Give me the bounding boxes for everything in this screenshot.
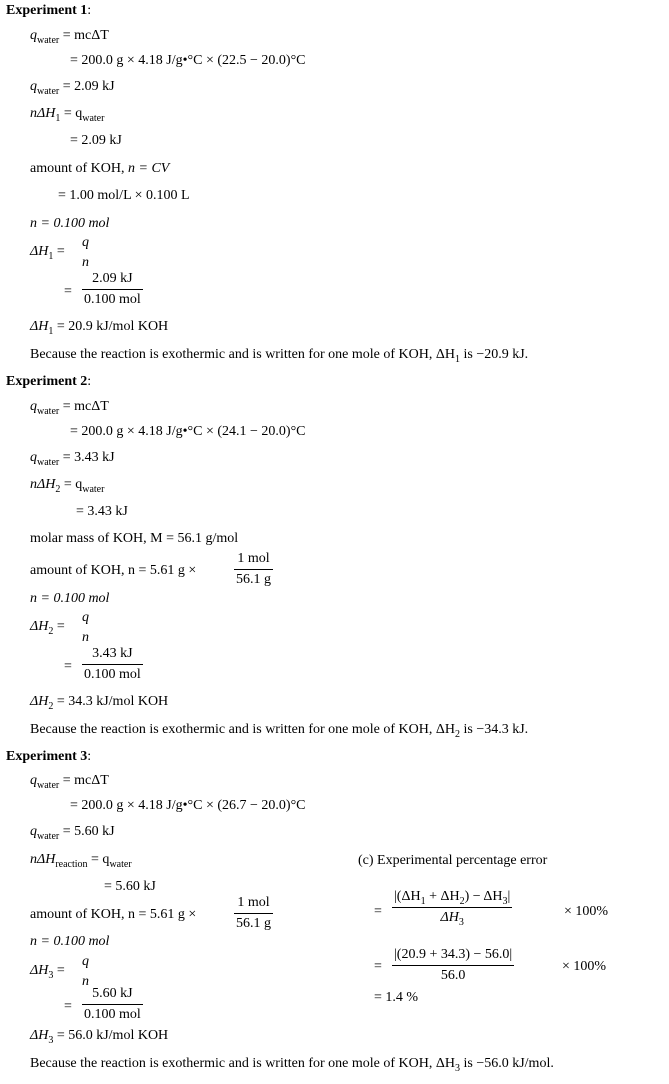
exp2-calc-line: = 200.0 g × 4.18 J/g•°C × (24.1 − 20.0)°C — [70, 424, 306, 439]
exp2-q-water-line1: $q_{water} = mc\Delta T$ — [30, 399, 109, 417]
exp2-molar-mass: molar mass of KOH, M = 56.1 g/mol — [30, 531, 239, 546]
exp3-amount-fraction: 1 mol 56.1 g — [236, 895, 271, 931]
exp1-dh-result: $\Delta H_1 = 20.9$ kJ/mol KOH — [30, 319, 169, 337]
exp3-fraction-value: 5.60 kJ 0.100 mol — [84, 986, 141, 1022]
exp3-q-water-line2: $q_{water} = 5.60$ kJ — [30, 824, 115, 842]
exp3-dh-result: $\Delta H_3 = 56.0$ kJ/mol KOH — [30, 1028, 169, 1046]
experiment1-heading: Experiment 1: — [6, 3, 92, 18]
exp2-amount-line: amount of KOH, n = 5.61 g × — [30, 563, 197, 578]
exp3-eq-sign: = — [64, 999, 72, 1014]
part-c-error-formula: $\frac{|(\Delta H_1 + \Delta H_2) - \Delta H_3|}{\Delta H_3}$ — [394, 889, 511, 928]
exp2-eq-sign: = — [64, 659, 72, 674]
exp1-n-line: n = 0.100 mol — [30, 216, 110, 231]
exp2-dh-label: $\Delta H_2$ = — [30, 619, 65, 637]
exp1-calc-line: = 200.0 g × 4.18 J/g•°C × (22.5 − 20.0)°C — [70, 53, 306, 68]
exp3-amount-line: amount of KOH, n = 5.61 g × — [30, 907, 197, 922]
exp1-amount-line: amount of KOH, n = CV — [30, 161, 170, 176]
exp3-calc-line: = 200.0 g × 4.18 J/g•°C × (26.7 − 20.0)°C — [70, 798, 306, 813]
exp2-ndh-line: $n\Delta H_2 = q_{water}$ — [30, 477, 105, 495]
exp3-n-line: n = 0.100 mol — [30, 934, 110, 949]
exp2-n-line: n = 0.100 mol — [30, 591, 110, 606]
experiment2-heading: Experiment 2: — [6, 374, 92, 389]
exp1-eq-sign: = — [64, 284, 72, 299]
experiment3-heading: Experiment 3: — [6, 749, 92, 764]
exp2-dh-result: $\Delta H_2 = 34.3$ kJ/mol KOH — [30, 694, 169, 712]
exp3-ndh-line: $n\Delta H_{reaction} = q_{water}$ — [30, 852, 132, 870]
part-c-eq-sign-2: = — [374, 959, 382, 974]
exp3-q-water-line1: $q_{water} = mc\Delta T$ — [30, 773, 109, 791]
exp1-conclusion: Because the reaction is exothermic and is written for one mole of KOH, $\Delta H_1$ is −20.9 kJ. — [30, 347, 529, 365]
exp1-q-water-line2: $q_{water} = 2.09$ kJ — [30, 79, 115, 97]
exp1-ndh-line: $n\Delta H_1 = q_{water}$ — [30, 106, 105, 124]
exp2-conclusion: Because the reaction is exothermic and is written for one mole of KOH, $\Delta H_2$ is −34.3 kJ. — [30, 722, 529, 740]
exp2-ndh-value: = 3.43 kJ — [76, 504, 128, 519]
exp1-ndh-value: = 2.09 kJ — [70, 133, 122, 148]
exp3-conclusion: Because the reaction is exothermic and is written for one mole of KOH, $\Delta H_3$ is −56.0 kJ/mol. — [30, 1056, 554, 1074]
part-c-result: = 1.4 % — [374, 990, 419, 1005]
exp3-ndh-value: = 5.60 kJ — [104, 879, 156, 894]
part-c-times-100-b: × 100% — [562, 959, 607, 974]
exp2-fraction-q-over-n: q n — [82, 610, 89, 645]
part-c-times-100-a: × 100% — [564, 904, 609, 919]
exp2-fraction-value: 3.43 kJ 0.100 mol — [84, 646, 141, 682]
exp1-dh-label: $\Delta H_1$ = — [30, 244, 65, 262]
exp2-q-water-line2: $q_{water} = 3.43$ kJ — [30, 450, 115, 468]
part-c-eq-sign-1: = — [374, 904, 382, 919]
part-c-title: (c) Experimental percentage error — [358, 853, 548, 868]
part-c-error-values: $\frac{|(20.9 + 34.3) - 56.0|}{56.0}$ — [394, 947, 513, 983]
exp1-fraction-value: 2.09 kJ 0.100 mol — [84, 271, 141, 307]
exp1-q-water-line1: $q_{water} = mc\Delta T$ — [30, 28, 109, 46]
exp1-fraction-q-over-n: q n — [82, 235, 89, 270]
exp1-amount-calc: = 1.00 mol/L × 0.100 L — [58, 188, 190, 203]
exp3-fraction-q-over-n: q n — [82, 954, 89, 989]
exp3-dh-label: $\Delta H_3$ = — [30, 963, 65, 981]
exp2-amount-fraction: 1 mol 56.1 g — [236, 551, 271, 587]
